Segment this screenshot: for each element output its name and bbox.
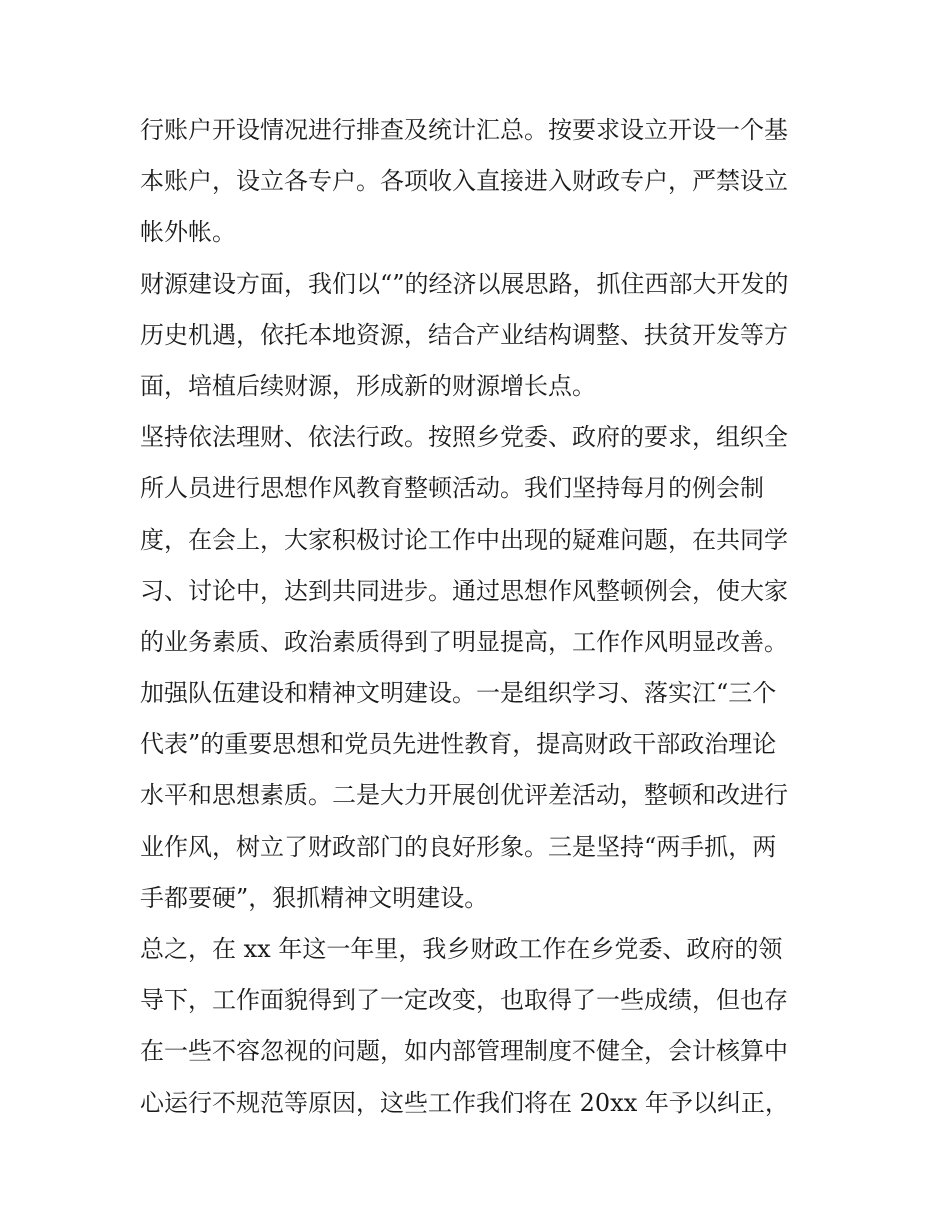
- text-line: 手都要硬”，狠抓精神文明建设。: [140, 883, 489, 912]
- text-line: 业作风，树立了财政部门的良好形象。三是坚持“两手抓，两: [140, 832, 777, 861]
- text-line: 所人员进行思想作风教育整顿活动。我们坚持每月的例会制: [140, 474, 764, 503]
- text-line: 总之，在 xx 年这一年里，我乡财政工作在乡党委、政府的领: [140, 935, 783, 963]
- text-line: 在一些不容忽视的问题，如内部管理制度不健全，会计核算中: [140, 1037, 788, 1066]
- text-line: 心运行不规范等原因，这些工作我们将在 20xx 年予以纠正，: [140, 1088, 789, 1117]
- text-line: 坚持依法理财、依法行政。按照乡党委、政府的要求，组织全: [140, 423, 788, 452]
- text-line: 代表”的重要思想和党员先进性教育，提高财政干部政治理论: [140, 730, 777, 759]
- text-line: 帐外帐。: [140, 218, 236, 247]
- text-line: 度，在会上，大家积极讨论工作中出现的疑难问题，在共同学: [140, 525, 788, 554]
- text-line: 水平和思想素质。二是大力开展创优评差活动，整顿和改进行: [140, 781, 788, 810]
- text-line: 本账户，设立各专户。各项收入直接进入财政专户，严禁设立: [140, 167, 788, 196]
- text-line: 面，培植后续财源，形成新的财源增长点。: [140, 371, 596, 400]
- text-line: 导下，工作面貌得到了一定改变，也取得了一些成绩，但也存: [140, 986, 788, 1015]
- text-line: 习、讨论中，达到共同进步。通过思想作风整顿例会，使大家: [140, 576, 788, 605]
- text-line: 的业务素质、政治素质得到了明显提高，工作作风明显改善。: [140, 627, 788, 656]
- text-line: 历史机遇，依托本地资源，结合产业结构调整、扶贫开发等方: [140, 320, 788, 349]
- text-line: 行账户开设情况进行排查及统计汇总。按要求设立开设一个基: [140, 116, 788, 144]
- document-body-text: [140, 105, 820, 1129]
- text-line: 加强队伍建设和精神文明建设。一是组织学习、落实江“三个: [140, 679, 777, 708]
- text-line: 财源建设方面，我们以“”的经济以展思路，抓住西部大开发的: [140, 269, 789, 298]
